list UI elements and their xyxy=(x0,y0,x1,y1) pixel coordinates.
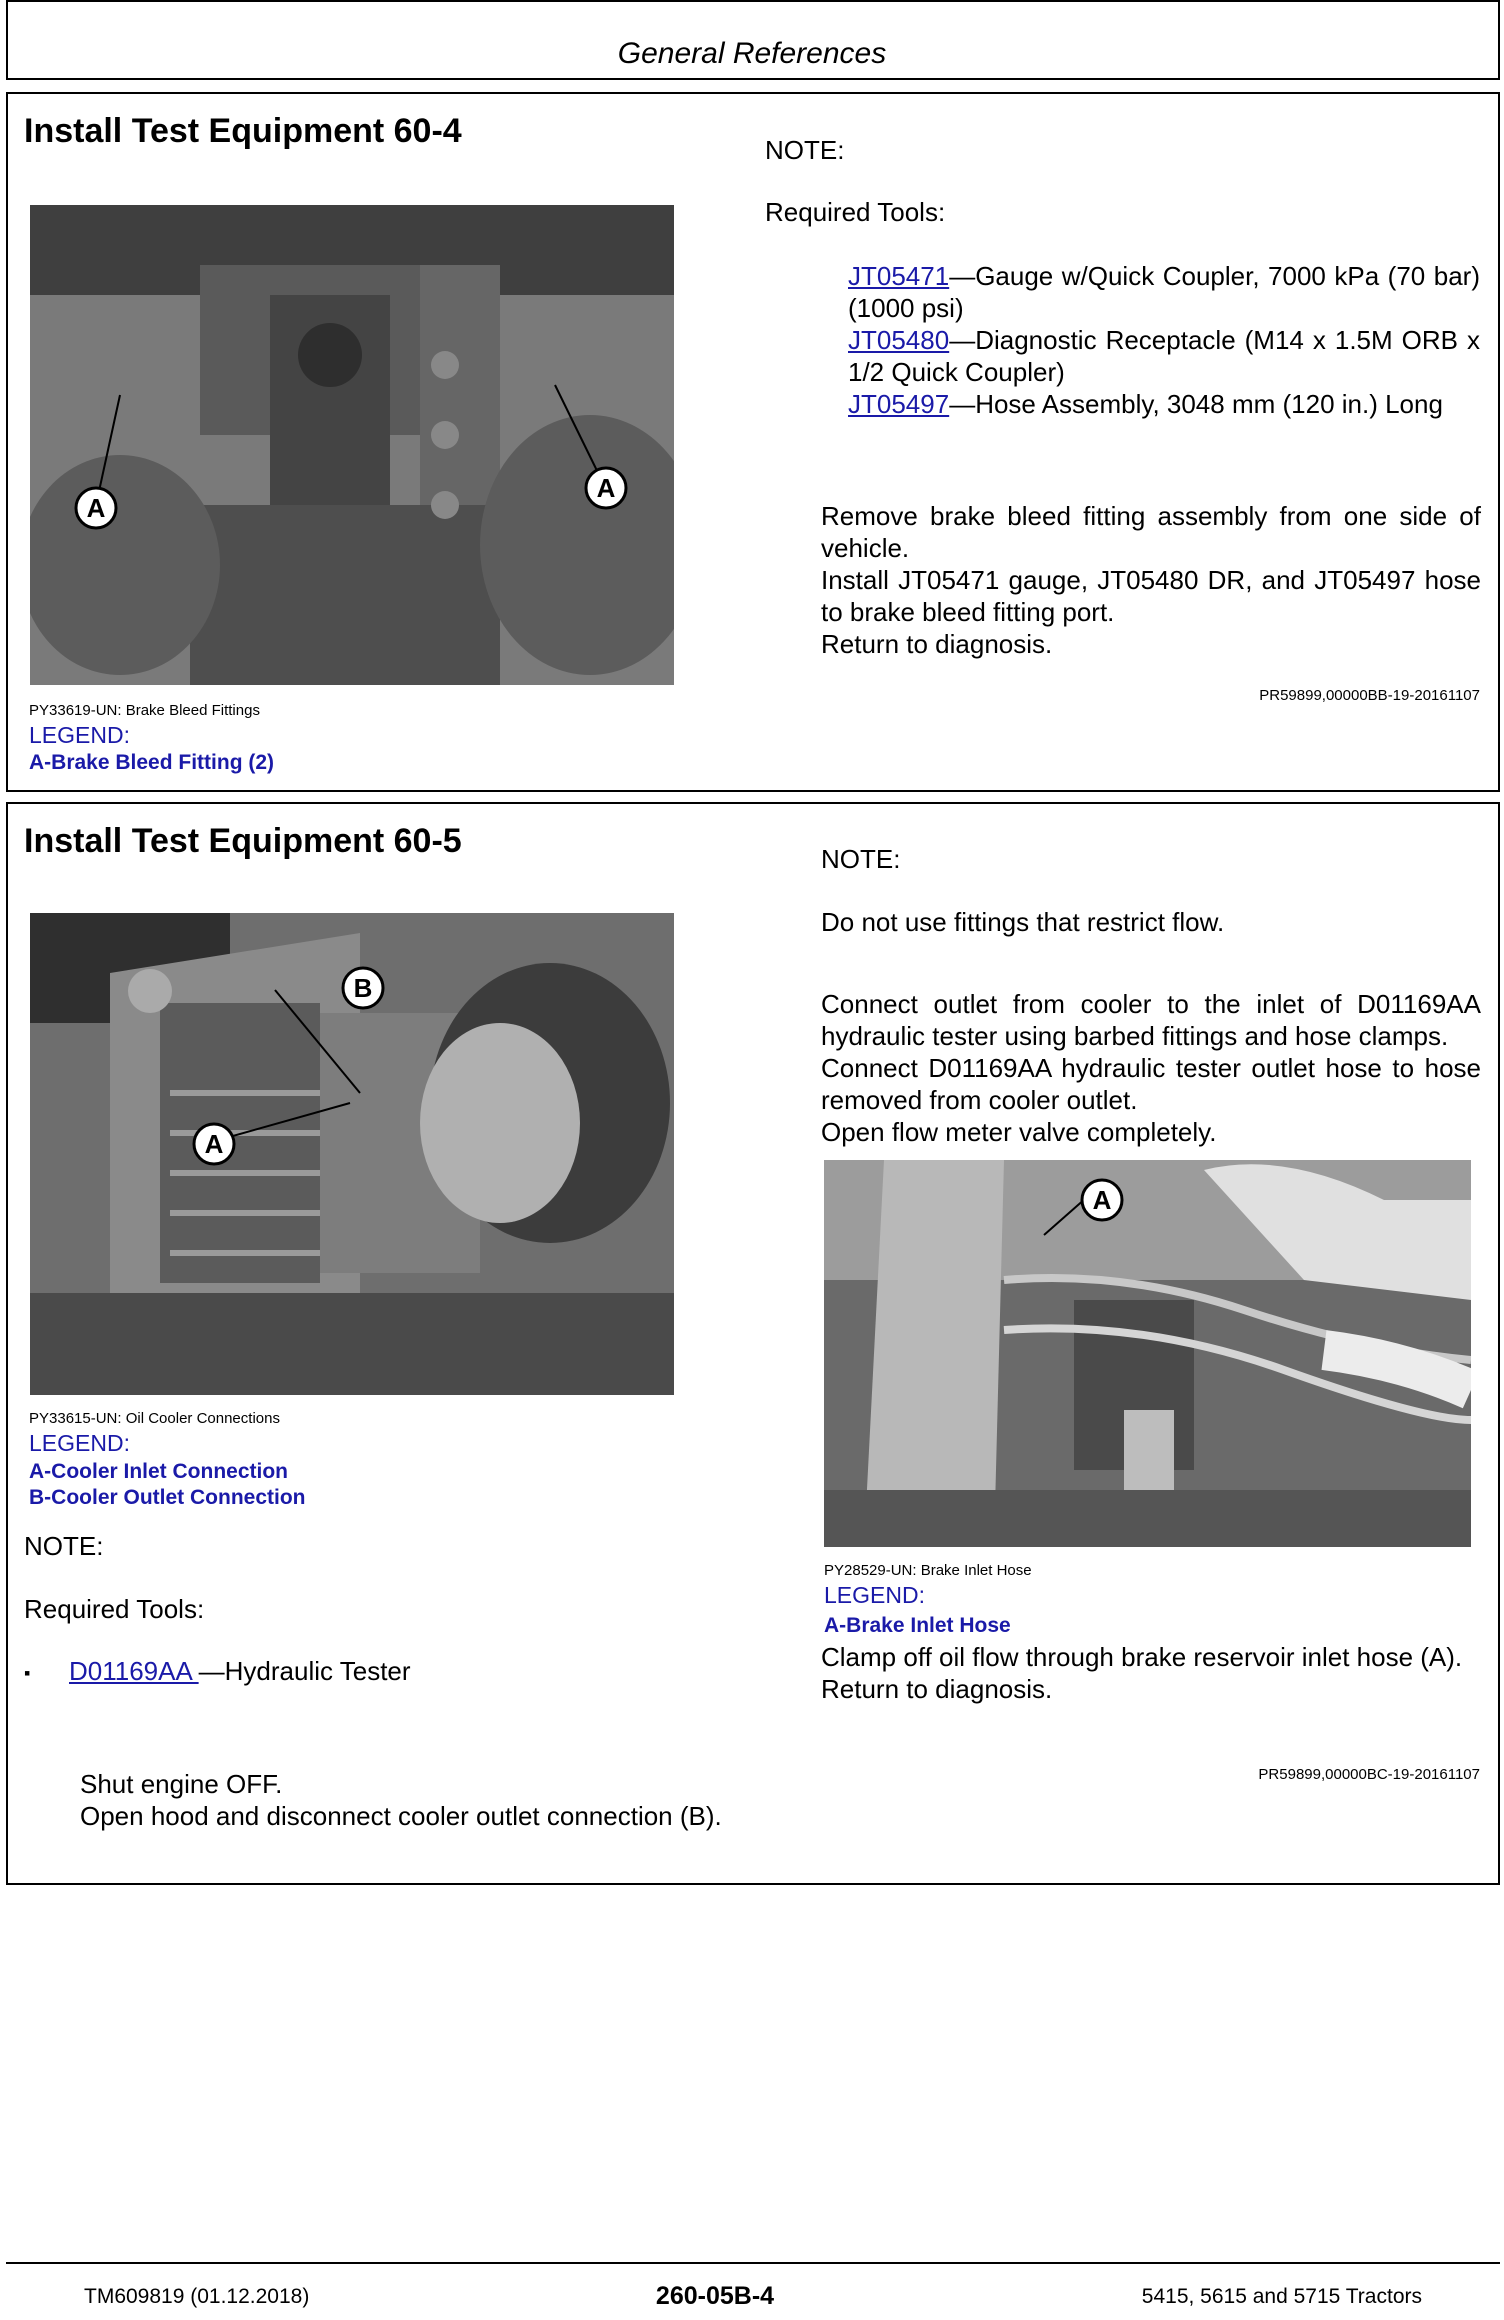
step-text: Shut engine OFF. xyxy=(80,1769,283,1799)
step-text: Return to diagnosis. xyxy=(821,629,1053,659)
svg-text:A: A xyxy=(86,493,106,523)
footer-manual-id: TM609819 (01.12.2018) xyxy=(84,2285,310,2308)
footer-rule xyxy=(6,2262,1500,2264)
legend-item: A-Brake Inlet Hose xyxy=(824,1614,1011,1637)
figure-caption: PY33615-UN: Oil Cooler Connections xyxy=(29,1410,280,1427)
tool-item xyxy=(848,388,1480,420)
note-label: NOTE: xyxy=(821,844,901,874)
oil-cooler-connections-photo xyxy=(30,913,674,1395)
callout-a-right xyxy=(586,468,626,508)
tool-desc: —Hose Assembly, 3048 mm (120 in.) Long xyxy=(949,389,1443,419)
figure-caption: PY33619-UN: Brake Bleed Fittings xyxy=(29,702,260,719)
step-text: Connect outlet from cooler to the inlet of D01169AA hydraulic tester using barbed fittings and hose clamps. xyxy=(821,989,1481,1051)
step-text: Remove brake bleed fitting assembly from one side of vehicle. xyxy=(821,501,1481,563)
svg-text:A: A xyxy=(596,473,616,503)
step-text: Install JT05471 gauge, JT05480 DR, and JT05497 hose to brake bleed fitting port. xyxy=(821,565,1481,627)
reference-id: PR59899,00000BB-19-20161107 xyxy=(1259,687,1480,704)
svg-text:A: A xyxy=(204,1129,224,1159)
procedure-steps xyxy=(821,1641,1481,1705)
step-text: Return to diagnosis. xyxy=(821,1674,1053,1704)
note-text: Do not use fittings that restrict flow. xyxy=(821,907,1225,937)
callout-a xyxy=(1082,1180,1122,1220)
footer-product: 5415, 5615 and 5715 Tractors xyxy=(1141,2285,1422,2308)
tool-list xyxy=(848,260,1480,420)
tool-item xyxy=(848,324,1480,388)
callout-b xyxy=(343,968,383,1008)
step-text: Open hood and disconnect cooler outlet connection (B). xyxy=(80,1801,722,1831)
legend-label: LEGEND: xyxy=(824,1582,925,1608)
tool-desc: —Diagnostic Receptacle (M14 x 1.5M ORB x 1/2 Quick Coupler) xyxy=(848,325,1480,387)
section-2-title: Install Test Equipment 60-5 xyxy=(24,822,462,860)
reference-id: PR59899,00000BC-19-20161107 xyxy=(1258,1766,1480,1783)
tool-desc: —Hydraulic Tester xyxy=(198,1656,411,1686)
note-label: NOTE: xyxy=(765,135,845,165)
callout-a xyxy=(194,1124,234,1164)
procedure-steps xyxy=(821,988,1481,1148)
tool-link-jt05480[interactable]: JT05480 xyxy=(848,325,950,355)
legend-item: B-Cooler Outlet Connection xyxy=(29,1486,306,1509)
tool-link-jt05471[interactable]: JT05471 xyxy=(848,261,950,291)
callout-a-left xyxy=(76,488,116,528)
procedure-steps xyxy=(80,1768,740,1832)
step-text: Connect D01169AA hydraulic tester outlet hose to hose removed from cooler outlet. xyxy=(821,1053,1481,1115)
procedure-steps xyxy=(821,500,1481,660)
legend-label: LEGEND: xyxy=(29,722,130,748)
note-label: NOTE: xyxy=(24,1531,104,1561)
required-tools-label: Required Tools: xyxy=(24,1594,205,1624)
tool-link-d01169aa[interactable]: D01169AA xyxy=(69,1656,199,1686)
required-tools-label: Required Tools: xyxy=(765,197,946,227)
footer-page-number: 260-05B-4 xyxy=(655,2282,775,2310)
brake-inlet-hose-photo xyxy=(824,1160,1471,1547)
svg-text:B: B xyxy=(353,973,373,1003)
tool-item xyxy=(848,260,1480,324)
step-text: Open flow meter valve completely. xyxy=(821,1117,1217,1147)
page-header-title: General References xyxy=(617,37,887,70)
tool-item xyxy=(69,1655,411,1687)
tool-desc: —Gauge w/Quick Coupler, 7000 kPa (70 bar) (1000 psi) xyxy=(848,261,1480,323)
figure-caption: PY28529-UN: Brake Inlet Hose xyxy=(824,1562,1032,1579)
svg-text:A: A xyxy=(1092,1185,1112,1215)
legend-item: A-Brake Bleed Fitting (2) xyxy=(29,751,275,774)
step-text: Clamp off oil flow through brake reservoir inlet hose (A). xyxy=(821,1642,1463,1672)
tool-bullet: ▪ xyxy=(24,1663,31,1683)
brake-bleed-fittings-photo xyxy=(30,205,674,685)
section-1-title: Install Test Equipment 60-4 xyxy=(24,112,462,150)
tool-link-jt05497[interactable]: JT05497 xyxy=(848,389,950,419)
legend-item: A-Cooler Inlet Connection xyxy=(29,1460,288,1483)
legend-label: LEGEND: xyxy=(29,1430,130,1456)
